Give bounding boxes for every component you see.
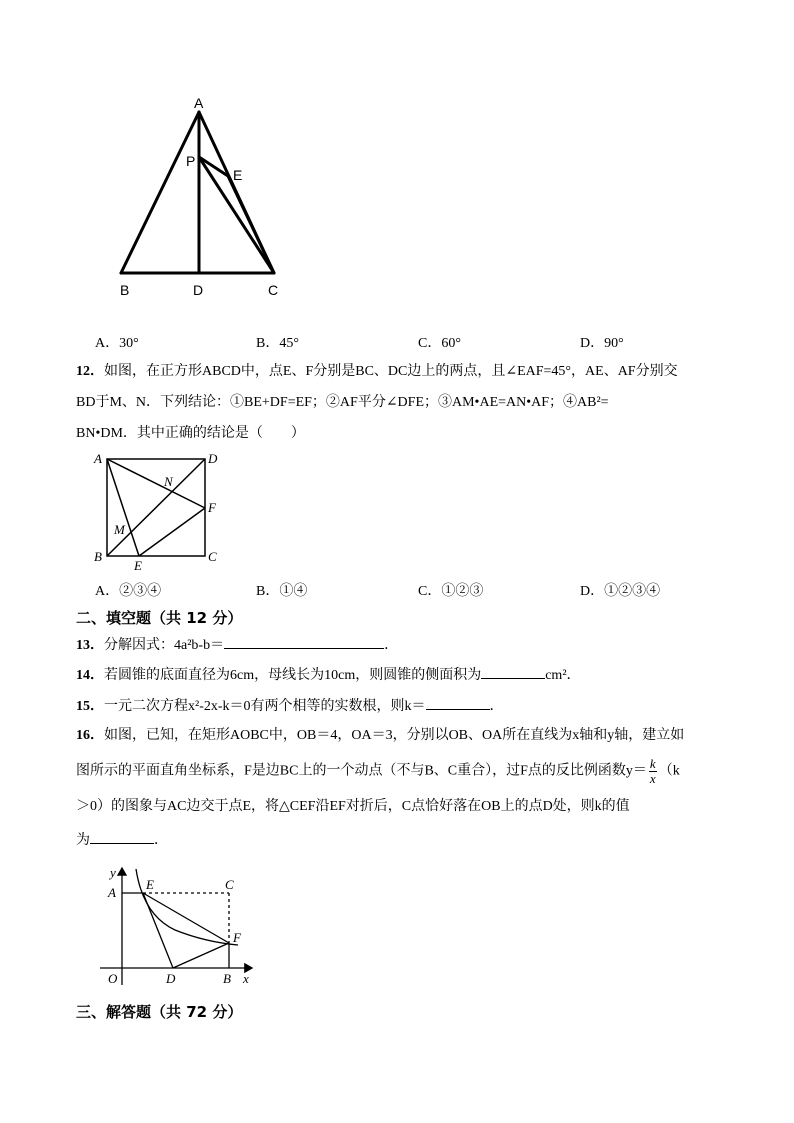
q16-line-2: 图所示的平面直角坐标系，F是边BC上的一个动点（不与B、C重合），过F点的反比例函数y＝ $\frac{k}{x}$ （k (76, 756, 680, 786)
label-b: B (223, 971, 231, 986)
segment-ef (143, 893, 229, 943)
q11-option-c[interactable]: C．60° (418, 336, 461, 351)
label-b: B (94, 549, 102, 564)
fraction-k-over-x: $\frac{k}{x}$ (649, 756, 656, 786)
segment-ae (107, 459, 139, 556)
label-m: M (114, 522, 125, 537)
q16-answer-blank[interactable] (90, 829, 154, 844)
q16-line-4: 为 ． (76, 829, 168, 851)
section-fill-in-title: 二、填空题（共 12 分） (76, 609, 243, 627)
q12-option-c[interactable]: C．①②③ (418, 584, 484, 599)
section-answer-title: 三、解答题（共 72 分） (76, 1003, 243, 1021)
label-o: O (108, 971, 118, 986)
q14: 14．若圆锥的底面直径为6cm，母线长为10cm，则圆锥的侧面积为 cm²． (76, 664, 581, 686)
label-e: E (146, 877, 154, 892)
segment-df (173, 943, 229, 968)
line-ab (121, 112, 199, 273)
label-b: B (120, 282, 130, 298)
q12-line-1: 12．如图，在正方形ABCD中，点E、F分别是BC、DC边上的两点，且∠EAF=45°，AE、AF分别交 (76, 364, 678, 379)
q14-answer-blank[interactable] (481, 664, 545, 679)
q13: 13．分解因式：4a²b-b＝ ． (76, 634, 398, 656)
diagonal-bd (107, 459, 205, 556)
coordinate-figure-q16 (0, 855, 300, 995)
q11-option-a[interactable]: A．30° (95, 336, 139, 351)
q12-option-a[interactable]: A．②③④ (95, 584, 162, 599)
label-y: y (110, 865, 116, 880)
label-p: P (186, 153, 196, 169)
q12-option-b[interactable]: B．①④ (256, 584, 308, 599)
label-f: F (208, 500, 216, 515)
label-f: F (233, 930, 241, 945)
triangle-figure-q11 (0, 0, 794, 330)
label-d: D (193, 282, 204, 298)
q13-answer-blank[interactable] (224, 634, 384, 649)
label-a: A (108, 885, 116, 900)
segment-ed (143, 893, 173, 968)
line-ec (228, 176, 274, 273)
label-a: A (194, 95, 204, 111)
q15: 15．一元二次方程x²-2x-k＝0有两个相等的实数根，则k＝ ． (76, 695, 504, 717)
label-x: x (243, 971, 249, 986)
label-d: D (166, 971, 176, 986)
label-e: E (134, 558, 142, 573)
q12-line-2: BD于M、N．下列结论：①BE+DF=EF；②AF平分∠DFE；③AM•AE=AN•AF；④AB²= (76, 395, 609, 410)
q16-line-3: ＞0）的图象与AC边交于点E，将△CEF沿EF对折后，C点恰好落在OB上的点D处，则k的值 (76, 799, 630, 814)
q12-line-3: BN•DM．其中正确的结论是（ ） (76, 426, 305, 441)
q16-line-1: 16．如图，已知，在矩形AOBC中，OB＝4，OA＝3，分别以OB、OA所在直线为x轴和y轴，建立如 (76, 728, 685, 743)
q11-option-d[interactable]: D．90° (580, 336, 624, 351)
q11-option-b[interactable]: B．45° (256, 336, 299, 351)
label-n: N (164, 474, 173, 489)
q12-option-d[interactable]: D．①②③④ (580, 584, 661, 599)
label-c: C (268, 282, 279, 298)
label-c: C (208, 549, 217, 564)
label-a: A (94, 451, 102, 466)
segment-af (107, 459, 205, 508)
label-e: E (233, 167, 243, 183)
q15-answer-blank[interactable] (426, 695, 490, 710)
label-c: C (225, 877, 234, 892)
square-figure-q12 (0, 440, 300, 575)
label-d: D (208, 451, 218, 466)
